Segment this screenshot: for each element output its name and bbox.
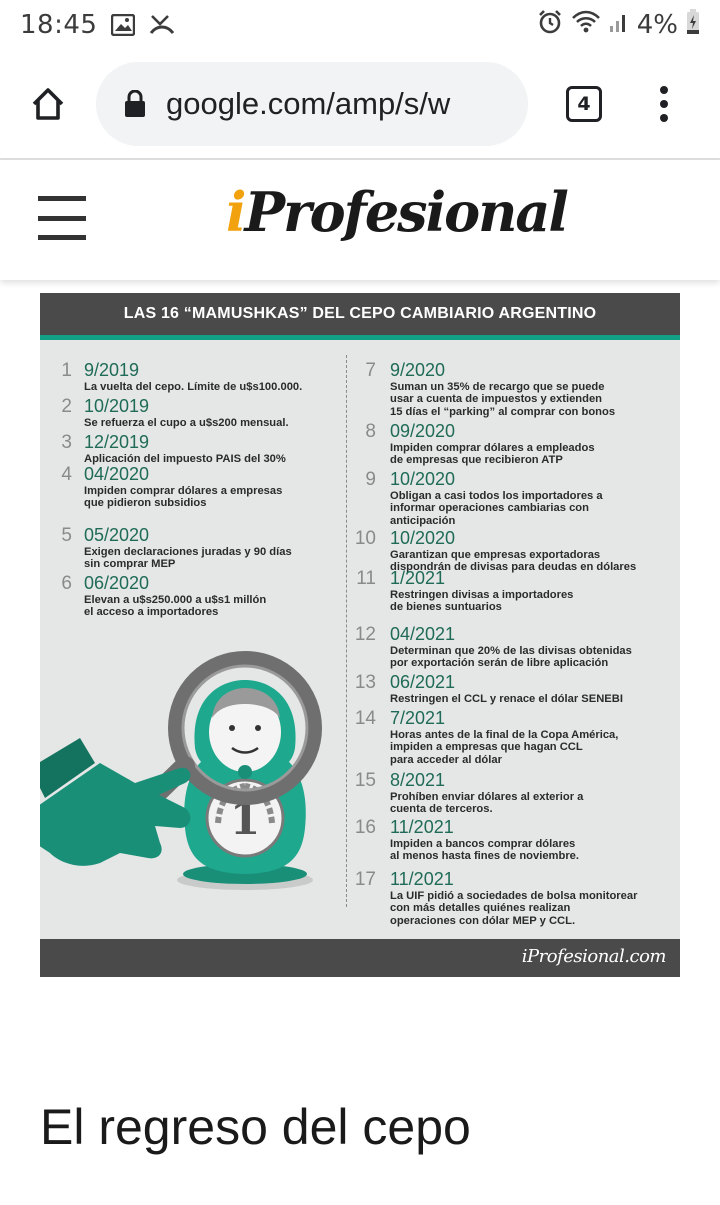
home-button[interactable]: [26, 82, 70, 126]
entry-date: 09/2020: [390, 421, 456, 441]
entry-number: 12: [354, 624, 376, 645]
timeline-entry: [338, 421, 658, 468]
entry-number: 5: [61, 525, 72, 546]
entry-description: Garantizan que empresas exportadoras dispondrán de divisas para deudas en dólares: [390, 549, 637, 574]
timeline-entry: [338, 708, 658, 767]
entry-description: Impiden a bancos comprar dólares al menos hasta fines de noviembre.: [390, 838, 580, 863]
battery-charging-icon: [686, 9, 700, 42]
entry-number: 9: [365, 469, 376, 490]
entry-number: 8: [365, 421, 376, 442]
infographic-title: LAS 16 “MAMUSHKAS” DEL CEPO CAMBIARIO ARGENTINO: [40, 293, 680, 335]
entry-date: 06/2021: [390, 672, 456, 692]
site-logo[interactable]: iProfesional: [226, 180, 567, 244]
entry-date: 9/2019: [84, 360, 140, 380]
browser-toolbar: [0, 62, 720, 146]
entry-date: 10/2019: [84, 396, 150, 416]
entry-description: Aplicación del impuesto PAIS del 30%: [84, 453, 286, 465]
entry-number: 13: [354, 672, 376, 693]
timeline-entry: [40, 432, 356, 466]
status-bar: [0, 0, 720, 50]
timeline-entry: [40, 396, 356, 430]
entry-number: 14: [354, 708, 376, 729]
entry-description: Restringen el CCL y renace el dólar SENEBI: [390, 693, 623, 705]
entry-date: 05/2020: [84, 525, 150, 545]
address-bar[interactable]: [96, 62, 528, 146]
title-accent-strip: [40, 335, 680, 340]
entry-description: Restringen divisas a importadores de bienes suntuarios: [390, 589, 574, 614]
entry-number: 6: [61, 573, 72, 594]
entry-description: Impiden comprar dólares a empleados de empresas que recibieron ATP: [390, 442, 595, 467]
missed-call-icon: [149, 13, 175, 37]
overflow-menu-button[interactable]: [646, 82, 682, 126]
status-time: 18:45: [20, 10, 98, 40]
entry-date: 11/2021: [390, 869, 454, 889]
timeline-entry: [40, 573, 356, 620]
entry-number: 17: [354, 869, 376, 890]
timeline-entry: [40, 464, 356, 511]
entry-number: 16: [354, 817, 376, 838]
entry-number: 7: [365, 360, 376, 381]
entry-date: 06/2020: [84, 573, 150, 593]
entry-date: 10/2020: [390, 469, 456, 489]
timeline-entry: [338, 869, 658, 928]
entry-date: 8/2021: [390, 770, 446, 790]
tab-switcher-button[interactable]: 4: [566, 86, 602, 122]
entry-number: 11: [356, 568, 376, 589]
infographic-footer: [40, 939, 680, 977]
matryoshka-magnifier-illustration: [40, 648, 340, 898]
timeline-entry: [338, 568, 658, 615]
entry-date: 04/2020: [84, 464, 150, 484]
infographic: [40, 293, 680, 977]
entry-description: Suman un 35% de recargo que se puede usar a cuenta de impuestos y extienden 15 días el “parking” al comprar con bonos: [390, 381, 616, 418]
site-header: [0, 160, 720, 280]
lock-icon: [124, 90, 146, 118]
menu-icon[interactable]: [38, 196, 86, 240]
entry-number: 1: [61, 360, 72, 381]
article-heading: El regreso del cepo: [40, 1099, 471, 1155]
entry-description: Impiden comprar dólares a empresas que pidieron subsidios: [84, 485, 283, 510]
timeline-entry: [338, 360, 658, 419]
timeline-entry: [40, 525, 356, 572]
timeline-entry: [338, 672, 658, 706]
entry-number: 4: [61, 464, 72, 485]
more-vert-icon: [660, 86, 668, 94]
entry-date: 9/2020: [390, 360, 446, 380]
entry-number: 3: [61, 432, 72, 453]
entry-date: 10/2020: [390, 528, 456, 548]
entry-date: 12/2019: [84, 432, 150, 452]
url-text[interactable]: google.com/amp/s/w: [166, 86, 451, 121]
medallion-number: 1: [229, 794, 261, 845]
home-icon: [28, 84, 68, 124]
entry-description: Determinan que 20% de las divisas obtenidas por exportación serán de libre aplicación: [390, 645, 632, 670]
wifi-icon: [571, 10, 601, 41]
signal-icon: [609, 10, 629, 41]
timeline-entry: [338, 770, 658, 817]
battery-percentage: 4%: [636, 10, 678, 40]
footer-brand: iProfesional.com: [521, 946, 666, 967]
entry-description: La vuelta del cepo. Límite de u$s100.000.: [84, 381, 303, 393]
entry-description: Elevan a u$s250.000 a u$s1 millón el acceso a importadores: [84, 594, 267, 619]
entry-date: 7/2021: [390, 708, 446, 728]
timeline-entry: [338, 817, 658, 864]
timeline-entry: [338, 624, 658, 671]
entry-description: Prohíben enviar dólares al exterior a cuenta de terceros.: [390, 791, 584, 816]
entry-description: La UIF pidió a sociedades de bolsa monitorear con más detalles quiénes realizan operaciones con dólar MEP y CCL.: [390, 890, 638, 927]
image-icon: [111, 14, 135, 36]
entry-number: 2: [61, 396, 72, 417]
entry-description: Horas antes de la final de la Copa América, impiden a empresas que hagan CCL para acceder al dólar: [390, 729, 619, 766]
entry-description: Obligan a casi todos los importadores a informar operaciones cambiarias con anticipación: [390, 490, 603, 527]
entry-number: 10: [354, 528, 376, 549]
entry-description: Se refuerza el cupo a u$s200 mensual.: [84, 417, 289, 429]
timeline-entry: [338, 469, 658, 528]
entry-date: 11/2021: [390, 817, 454, 837]
entry-date: 1/2021: [390, 568, 446, 588]
entry-date: 04/2021: [390, 624, 456, 644]
timeline-entry: [40, 360, 356, 394]
entry-description: Exigen declaraciones juradas y 90 días sin comprar MEP: [84, 546, 292, 571]
alarm-icon: [537, 9, 563, 42]
entry-number: 15: [354, 770, 376, 791]
